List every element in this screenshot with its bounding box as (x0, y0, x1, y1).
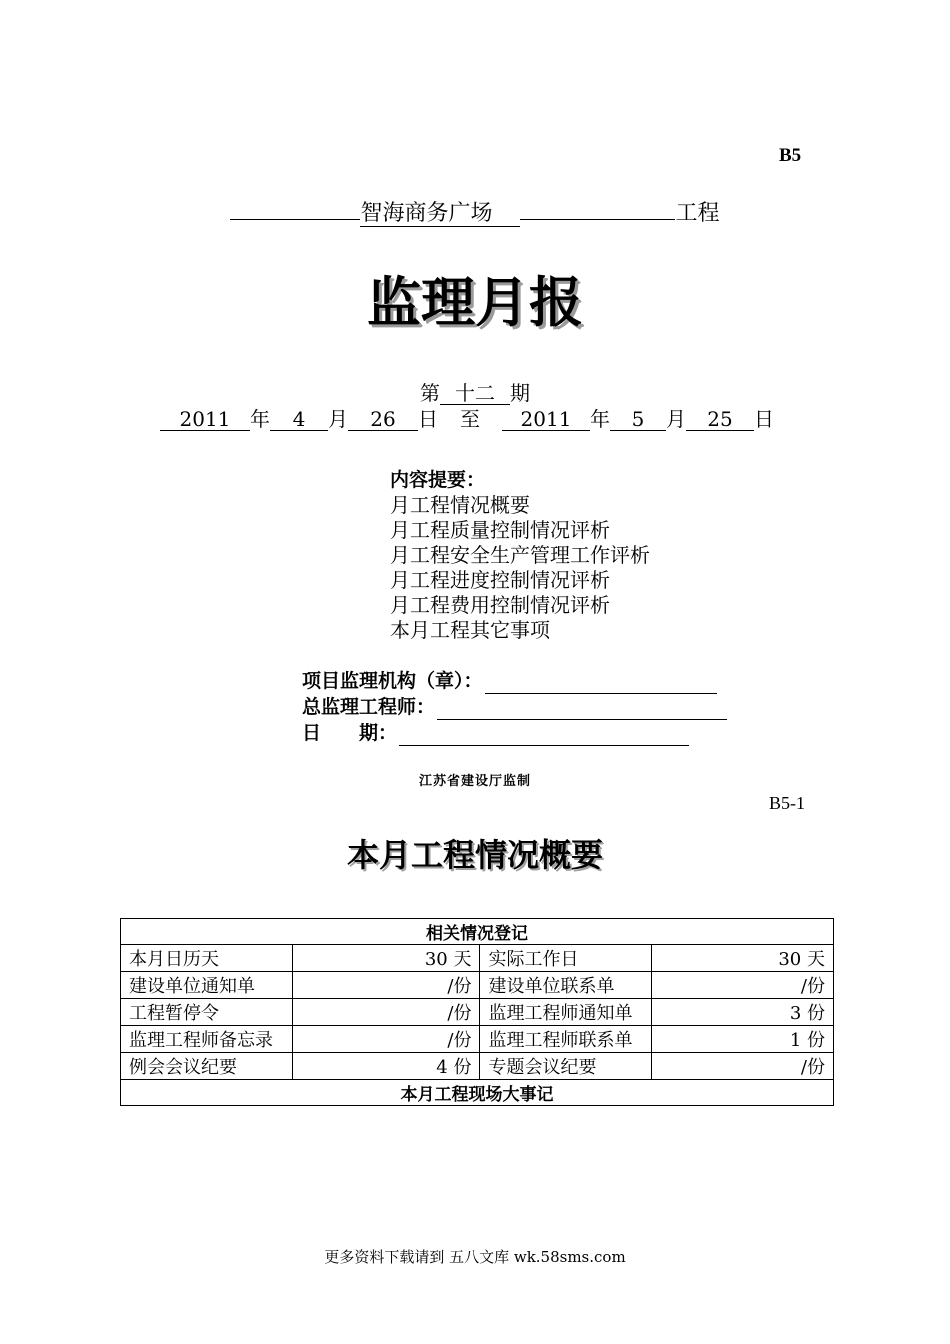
contents-heading: 内容提要： (390, 469, 486, 491)
table-row (121, 972, 834, 999)
table-row (121, 999, 834, 1026)
issue-line (0, 377, 950, 406)
contents-item: 月工程进度控制情况评析 (390, 568, 610, 592)
table-row (121, 1080, 834, 1106)
row-label: 建设单位联系单 (480, 972, 652, 999)
form-code: B5 (779, 145, 802, 166)
project-line (0, 196, 950, 227)
row-value: 3 份 (652, 999, 834, 1026)
section-code: B5-1 (769, 793, 805, 813)
project-name-field-tail (520, 219, 675, 220)
chief-engineer-label: 总监理工程师： (302, 696, 436, 718)
issue-prefix: 第 (420, 381, 440, 405)
contents-item: 月工程质量控制情况评析 (390, 518, 610, 542)
period-line (160, 403, 774, 432)
org-seal-line (485, 673, 717, 694)
row-value: 30 天 (292, 945, 480, 972)
supervised-by: 江苏省建设厅监制 (418, 774, 531, 789)
row-label: 监理工程师通知单 (480, 999, 652, 1026)
date-label: 日 期： (302, 722, 398, 744)
row-value: /份 (292, 999, 480, 1026)
project-name: 智海商务广场 (360, 202, 520, 227)
day-char-2: 日 (754, 407, 774, 431)
row-label: 本月日历天 (121, 945, 293, 972)
row-value: /份 (292, 1026, 480, 1053)
register-header: 相关情况登记 (121, 919, 834, 945)
chief-engineer-line (437, 699, 727, 720)
row-value: 1 份 (652, 1026, 834, 1053)
contents-summary (390, 468, 650, 643)
section-title: 本月工程情况概要 (346, 836, 603, 874)
contents-item: 本月工程其它事项 (390, 618, 550, 642)
row-label: 实际工作日 (480, 945, 652, 972)
month-char: 月 (328, 407, 348, 431)
row-label: 监理工程师联系单 (480, 1026, 652, 1053)
org-seal-label: 项目监理机构（章）： (302, 670, 483, 692)
row-value: 30 天 (652, 945, 834, 972)
table-row (121, 1026, 834, 1053)
row-value: /份 (652, 972, 834, 999)
row-value: /份 (292, 972, 480, 999)
footer-link[interactable]: 更多资料下载请到 五八文库 wk.58sms.com (324, 1248, 626, 1266)
to-char: 至 (460, 407, 480, 431)
year-char: 年 (250, 407, 270, 431)
table-row (121, 945, 834, 972)
month-char-2: 月 (666, 407, 686, 431)
start-year: 2011 (160, 408, 250, 431)
table-row (121, 919, 834, 945)
issue-suffix: 期 (510, 381, 530, 405)
contents-item: 月工程安全生产管理工作评析 (390, 543, 650, 567)
row-value: /份 (652, 1053, 834, 1080)
register-table (120, 918, 834, 1106)
start-month: 4 (270, 408, 328, 431)
project-suffix: 工程 (675, 201, 720, 226)
row-label: 建设单位通知单 (121, 972, 293, 999)
report-title: 监理月报 (367, 271, 583, 334)
issue-number: 十二 (440, 382, 510, 405)
year-char-2: 年 (590, 407, 610, 431)
events-header: 本月工程现场大事记 (121, 1080, 834, 1106)
row-label: 工程暂停令 (121, 999, 293, 1026)
day-char: 日 (418, 407, 438, 431)
start-day: 26 (348, 408, 418, 431)
date-line (399, 725, 689, 746)
table-row (121, 1053, 834, 1080)
contents-item: 月工程费用控制情况评析 (390, 593, 610, 617)
row-label: 专题会议纪要 (480, 1053, 652, 1080)
row-label: 监理工程师备忘录 (121, 1026, 293, 1053)
project-name-field (230, 219, 360, 220)
contents-item: 月工程情况概要 (390, 493, 530, 517)
end-year: 2011 (502, 408, 590, 431)
row-value: 4 份 (292, 1053, 480, 1080)
end-month: 5 (610, 408, 666, 431)
end-day: 25 (686, 408, 754, 431)
signature-block (302, 668, 727, 746)
row-label: 例会会议纪要 (121, 1053, 293, 1080)
